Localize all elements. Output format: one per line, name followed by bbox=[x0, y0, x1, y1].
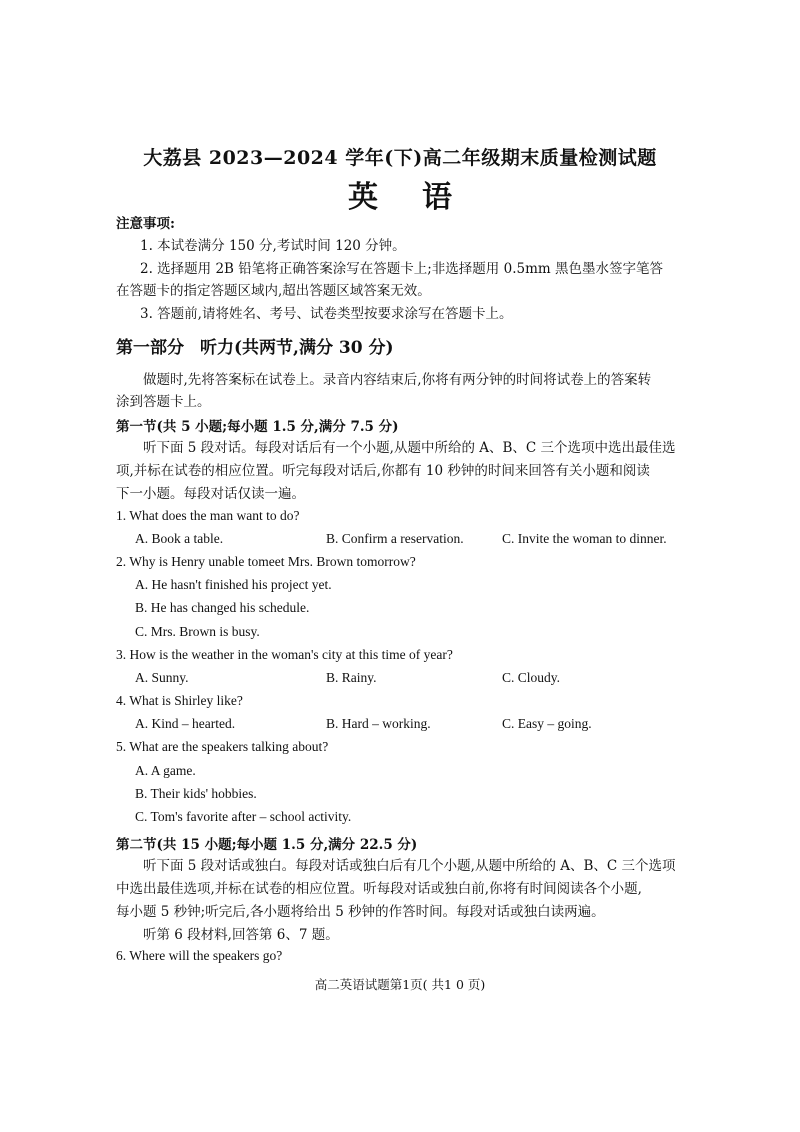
q2-option-b: B. He has changed his schedule. bbox=[135, 600, 310, 615]
part1-intro-1: 做题时,先将答案标在试卷上。录音内容结束后,你将有两分钟的时间将试卷上的答案转 bbox=[143, 372, 652, 388]
q5-option-c: C. Tom's favorite after – school activity. bbox=[135, 809, 352, 824]
q5-option-b: B. Their kids' hobbies. bbox=[135, 786, 257, 801]
section2-instr-1: 听下面 5 段对话或独白。每段对话或独白后有几个小题,从题中所给的 A、B、C 三个选项 bbox=[143, 858, 676, 874]
section1-instr-1: 听下面 5 段对话。每段对话后有一个小题,从题中所给的 A、B、C 三个选项中选出最佳选 bbox=[143, 440, 676, 456]
notice-item-2: 2. 选择题用 2B 铅笔将正确答案涂写在答题卡上;非选择题用 0.5mm 黑色墨水签字笔答 bbox=[140, 261, 663, 277]
page-footer: 高二英语试题第1页( 共1 0 页) bbox=[314, 977, 486, 992]
question-4: 4. What is Shirley like? bbox=[116, 693, 243, 708]
notice-label: 注意事项: bbox=[116, 216, 175, 232]
part1-title: 听力(共两节,满分 30 分) bbox=[200, 338, 394, 358]
q1-option-a: A. Book a table. bbox=[135, 531, 224, 546]
q3-option-a: A. Sunny. bbox=[135, 670, 189, 685]
q3-option-b: B. Rainy. bbox=[326, 670, 377, 685]
section2-title: 第二节(共 15 小题;每小题 1.5 分,满分 22.5 分) bbox=[116, 837, 418, 853]
question-5: 5. What are the speakers talking about? bbox=[116, 739, 329, 754]
q3-option-c: C. Cloudy. bbox=[502, 670, 561, 685]
subject-title: 英语 bbox=[348, 180, 496, 215]
notice-item-3: 3. 答题前,请将姓名、考号、试卷类型按要求涂写在答题卡上。 bbox=[140, 306, 513, 322]
part1-heading bbox=[116, 333, 410, 358]
q4-option-b: B. Hard – working. bbox=[326, 716, 431, 731]
q4-option-a: A. Kind – hearted. bbox=[135, 716, 236, 731]
question-2: 2. Why is Henry unable tomeet Mrs. Brown tomorrow? bbox=[116, 554, 416, 569]
section2-instr-3: 每小题 5 秒钟;听完后,各小题将给出 5 秒钟的作答时间。每段对话或独白读两遍。 bbox=[116, 904, 605, 920]
q4-option-c: C. Easy – going. bbox=[502, 716, 592, 731]
question-6: 6. Where will the speakers go? bbox=[116, 948, 283, 963]
exam-title: 大荔县 2023—2024 学年(下)高二年级期末质量检测试题 bbox=[143, 147, 657, 169]
section1-instr-3: 下一小题。每段对话仅读一遍。 bbox=[116, 486, 305, 502]
section2-instr-2: 中选出最佳选项,并标在试卷的相应位置。听每段对话或独白前,你将有时间阅读各个小题, bbox=[116, 881, 642, 897]
q2-option-a: A. He hasn't finished his project yet. bbox=[135, 577, 332, 592]
question-3: 3. How is the weather in the woman's city at this time of year? bbox=[116, 647, 453, 662]
q1-option-b: B. Confirm a reservation. bbox=[326, 531, 464, 546]
section1-title: 第一节(共 5 小题;每小题 1.5 分,满分 7.5 分) bbox=[116, 419, 399, 435]
part1-intro-2: 涂到答题卡上。 bbox=[116, 394, 211, 410]
q1-option-c: C. Invite the woman to dinner. bbox=[502, 531, 667, 546]
q5-option-a: A. A game. bbox=[135, 763, 196, 778]
q2-option-c: C. Mrs. Brown is busy. bbox=[135, 624, 260, 639]
notice-item-1: 1. 本试卷满分 150 分,考试时间 120 分钟。 bbox=[140, 238, 406, 254]
part1-label: 第一部分 bbox=[116, 338, 184, 358]
question-1: 1. What does the man want to do? bbox=[116, 508, 300, 523]
section1-instr-2: 项,并标在试卷的相应位置。听完每段对话后,你都有 10 秒钟的时间来回答有关小题和阅读 bbox=[116, 463, 650, 479]
section2-material-note: 听第 6 段材料,回答第 6、7 题。 bbox=[143, 927, 339, 943]
notice-item-2-cont: 在答题卡的指定答题区域内,超出答题区域答案无效。 bbox=[116, 283, 431, 299]
